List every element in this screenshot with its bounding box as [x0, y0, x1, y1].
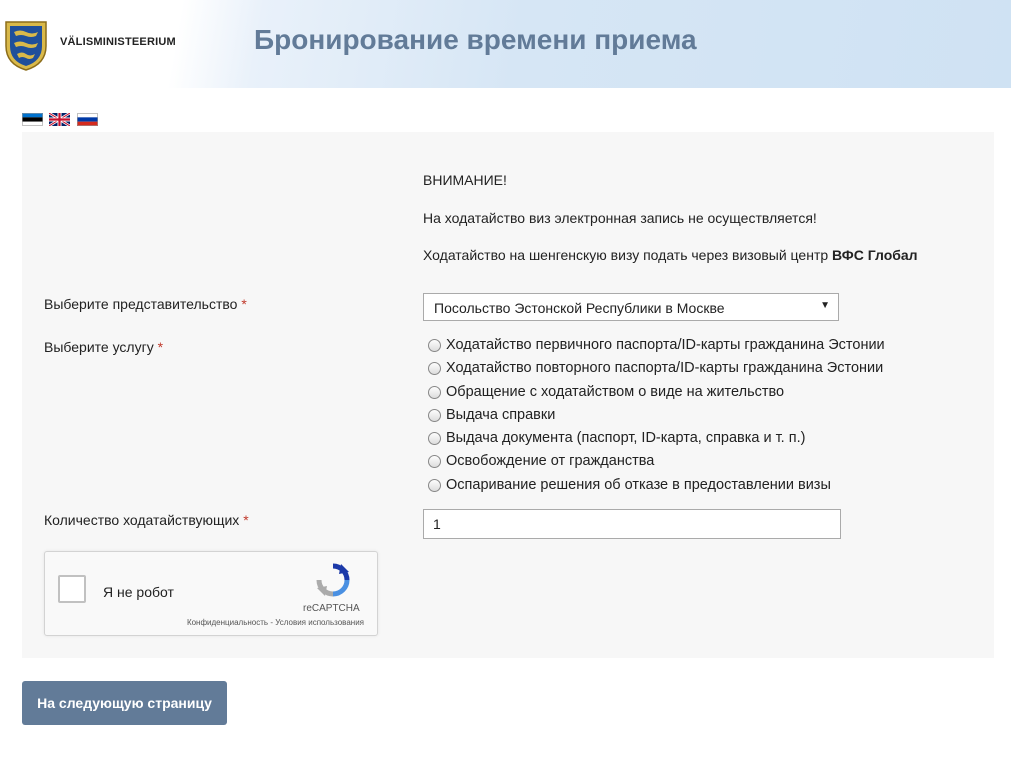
booking-form-panel — [22, 132, 994, 658]
service-option-label: Обращение с ходатайством о виде на жительство — [446, 383, 785, 400]
representation-select[interactable] — [423, 293, 839, 321]
radio-button[interactable] — [428, 386, 441, 399]
logo-text: VÄLISMINISTEERIUM — [60, 36, 176, 48]
service-label-text: Выберите услугу — [44, 339, 154, 355]
recaptcha-brand: reCAPTCHA — [303, 603, 360, 614]
page-title: Бронирование времени приема — [254, 24, 697, 55]
radio-button[interactable] — [428, 339, 441, 352]
service-option-label: Ходатайство первичного паспорта/ID-карты гражданина Эстонии — [446, 337, 885, 353]
service-option-label: Оспаривание решения об отказе в предоставлении визы — [446, 476, 831, 493]
notice-line-1: На ходатайство виз электронная запись не осуществляется! — [423, 210, 817, 226]
service-option-label: Ходатайство повторного паспорта/ID-карты гражданина Эстонии — [446, 360, 884, 377]
notice-heading: ВНИМАНИЕ! — [423, 172, 507, 188]
notice-line-2-text: Ходатайство на шенгенскую визу подать через визовый центр — [423, 247, 833, 263]
recaptcha-links — [187, 618, 364, 627]
russian-flag-icon[interactable] — [77, 113, 98, 126]
language-switcher — [22, 113, 100, 126]
header — [0, 0, 1011, 88]
applicants-label — [44, 512, 249, 528]
representation-label — [44, 296, 247, 312]
uk-flag-icon[interactable] — [49, 113, 70, 126]
radio-button[interactable] — [428, 362, 441, 375]
dropdown-arrow-icon: ▼ — [820, 300, 830, 311]
required-marker: * — [241, 296, 247, 312]
estonian-flag-icon[interactable] — [22, 113, 43, 126]
required-marker: * — [243, 512, 249, 528]
recaptcha-label: Я не робот — [103, 584, 174, 600]
estonian-coat-of-arms-icon — [2, 16, 50, 72]
notice-line-2 — [423, 247, 918, 263]
service-option-label: Выдача документа (паспорт, ID-карта, справка и т. п.) — [446, 430, 806, 447]
privacy-link[interactable]: Конфиденциальность — [186, 618, 269, 627]
link-separator: - — [268, 618, 276, 627]
ministry-logo[interactable] — [0, 14, 200, 74]
required-marker: * — [157, 339, 164, 355]
radio-button[interactable] — [428, 409, 441, 422]
service-label — [44, 339, 163, 355]
next-page-button[interactable]: На следующую страницу — [22, 681, 227, 725]
representation-label-text: Выберите представительство — [44, 296, 238, 312]
radio-button[interactable] — [428, 432, 441, 445]
applicants-label-text: Количество ходатайствующих — [44, 512, 240, 528]
terms-link[interactable]: Условия использования — [275, 618, 364, 627]
recaptcha-logo-icon — [315, 562, 351, 598]
recaptcha-checkbox[interactable] — [58, 575, 86, 603]
visa-center-name: ВФС Глобал — [832, 247, 918, 263]
representation-selected-value: Посольство Эстонской Республики в Москве — [434, 300, 725, 316]
radio-button[interactable] — [428, 455, 441, 468]
recaptcha-widget — [44, 551, 378, 636]
service-option-label: Освобождение от гражданства — [446, 453, 655, 470]
radio-button[interactable] — [428, 479, 441, 492]
service-option-label: Выдача справки — [446, 406, 556, 423]
applicants-count-input[interactable] — [423, 509, 841, 539]
